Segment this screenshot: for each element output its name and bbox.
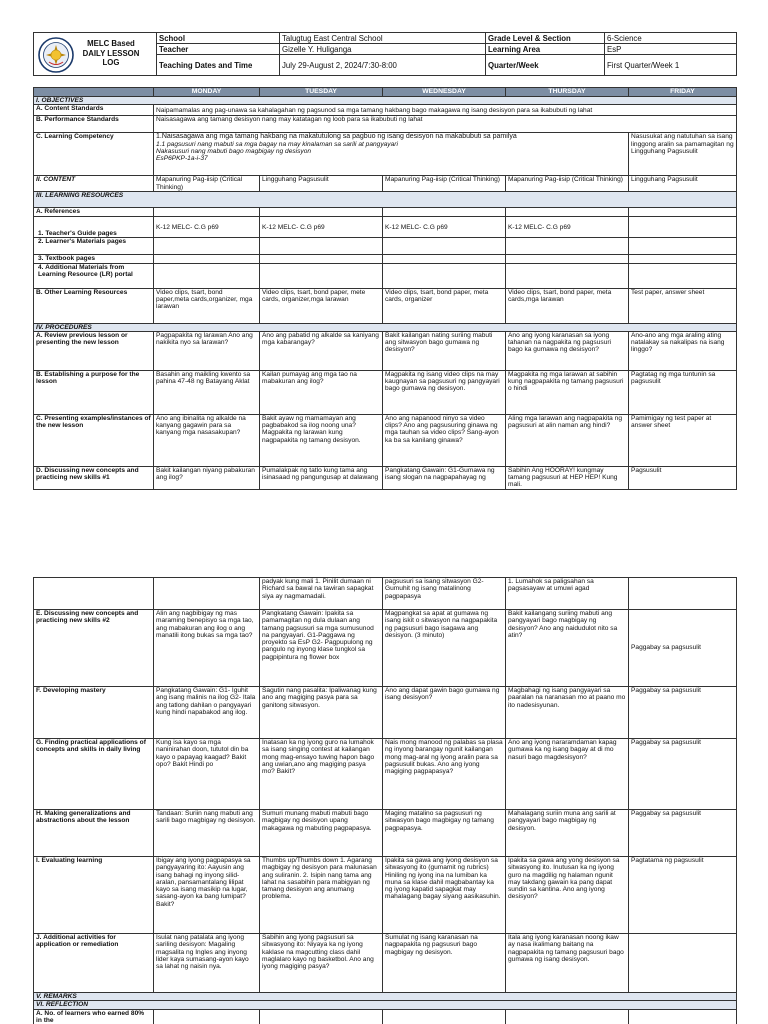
teacher-value: Gizelle Y. Huliganga bbox=[280, 44, 486, 55]
proc-h-monday: Tandaan: Suriin nang mabuti ang sarili bago magbigay ng desisyon. bbox=[154, 810, 260, 857]
lesson-log-page-1 bbox=[0, 0, 768, 497]
proc-d-monday: Bakit kailangan niyang pabakuran ang ilog? bbox=[154, 466, 260, 489]
quarter-label: Quarter/Week bbox=[486, 55, 605, 76]
proc-g-tuesday: Inatasan ka ng iyong guro na lumahok sa isang singing contest at kailangan mong mag-ensayo tuwing hapon bago ang uwian,ano ang magiging pasya mo? Bakit? bbox=[260, 739, 383, 810]
proc-g-monday: Kung isa kayo sa mga naninirahan doon, tututol din ba kayo o papayag kaagad? Bakit opo? Bakit Hindi po bbox=[154, 739, 260, 810]
tg-friday bbox=[629, 217, 737, 238]
proc-b-friday: Pagtatag ng mga tuntunin sa pagsusulit bbox=[629, 370, 737, 414]
proc-a-friday: Ano-ano ang mga araling ating natalakay sa nakalipas na isang linggo? bbox=[629, 331, 737, 370]
reflection-a-label: A. No. of learners who earned 80% in the bbox=[34, 1009, 154, 1024]
other-tuesday: Video clips, tsart, bond paper, mete cards, organizer,mga larawan bbox=[260, 288, 383, 323]
teachers-guide-label: 1. Teacher's Guide pages bbox=[34, 217, 154, 238]
proc-b-wednesday: Magpakita ng isang video clips na may kaugnayan sa pagsusuri ng pangyayari bago gumawa ng desisyon. bbox=[383, 370, 506, 414]
proc-f-thursday: Magbahagi ng isang pangyayari sa paaralan na naranasan mo at paano mo ito nadesisyunan. bbox=[506, 687, 629, 739]
learners-materials-label: 2. Learner's Materials pages bbox=[34, 238, 154, 255]
day-head-monday: MONDAY bbox=[154, 88, 260, 97]
proc-f-tuesday: Sagutin nang pasalita: Ipaliwanag kung ano ang magiging pasya para sa ganitong sitwasyon. bbox=[260, 687, 383, 739]
references-label: A. References bbox=[34, 208, 154, 217]
proc-h-tuesday: Sumuri munang mabuti mabuti bago magbigay ng desisyon upang makagawa ng mabuting pagpapasya. bbox=[260, 810, 383, 857]
proc-i-label: I. Evaluating learning bbox=[34, 857, 154, 934]
proc-c-monday: Ano ang ibinalita ng alkalde na kanyang gagawin para sa kanyang mga nasasakupan? bbox=[154, 414, 260, 466]
proc-d2-friday bbox=[629, 578, 737, 610]
remarks-heading: V. REMARKS bbox=[34, 993, 737, 1001]
other-monday: Video clips, tsart, bond paper,meta cards,organizer, mga larawan bbox=[154, 288, 260, 323]
proc-e-wednesday: Magpangkat sa apat at gumawa ng isang iskit o sitwasyon na nagpapakita ng pagsusuri bago isagawa ang desisyon. (3 minuto) bbox=[383, 610, 506, 687]
content-standards-value: Naipamamalas ang pag-unawa sa kahalagahan ng pagsunod sa mga tamang hakbang bago makagawa ng isang desisyon para sa ikabubuti ng lahat bbox=[154, 105, 737, 116]
proc-d-tuesday: Pumalakpak ng tatlo kung tama ang isinasaad ng pangungusap at dalawang bbox=[260, 466, 383, 489]
proc-h-label: H. Making generalizations and abstractions about the lesson bbox=[34, 810, 154, 857]
proc-b-tuesday: Kailan pumayag ang mga tao na mabakuran ang ilog? bbox=[260, 370, 383, 414]
procedures-heading: IV. PROCEDURES bbox=[34, 323, 737, 331]
proc-a-monday: Pagpapakita ng larawan Ano ang nakikita nyo sa larawan? bbox=[154, 331, 260, 370]
proc-d-label: D. Discussing new concepts and practicing new skills #1 bbox=[34, 466, 154, 489]
tg-wednesday: K-12 MELC- C.G p69 bbox=[383, 217, 506, 238]
reflection-heading: VI. REFLECTION bbox=[34, 1001, 737, 1009]
proc-a-thursday: Ano ang iyong karanasan sa iyong tahanan na nagpakita ng pagsusuri bago ka gumawa ng desisyon? bbox=[506, 331, 629, 370]
proc-c-tuesday: Bakit ayaw ng mamamayan ang pagbabakod sa ilog noong una? Magpakita ng larawan kung nagpapakita ng tamang desisyon. bbox=[260, 414, 383, 466]
learning-competency-friday: Nasusukat ang natutuhan sa isang linggong aralin sa pamamagitan ng Lingguhang Pagsusulit bbox=[629, 133, 737, 176]
content-thursday: Mapanuring Pag-iisip (Critical Thinking) bbox=[506, 176, 629, 192]
proc-j-thursday: Itala ang iyong karanasan noong ikaw ay nasa ikalimang baitang na nagpapakita ng tamang pagsusuri bago gumawa ng isang desisyon. bbox=[506, 934, 629, 993]
grade-value: 6-Science bbox=[605, 33, 737, 44]
proc-i-tuesday: Thumbs up/Thumbs down 1. Agarang magbigay ng desisyon para malunasan ang suliranin. 2. Isipin nang tama ang lahat na sasabihin para mabigyan ng tamang desisyon ang anumang problema. bbox=[260, 857, 383, 934]
proc-e-label: E. Discussing new concepts and practicing new skills #2 bbox=[34, 610, 154, 687]
proc-d2-monday bbox=[154, 578, 260, 610]
content-wednesday: Mapanuring Pag-iisip (Critical Thinking) bbox=[383, 176, 506, 192]
proc-j-wednesday: Sumulat ng isang karanasan na nagpapakita ng pagsusuri bago magbigay ng desisyon. bbox=[383, 934, 506, 993]
deped-seal-icon bbox=[38, 37, 74, 73]
proc-d2-thursday: 1. Lumahok sa paligsahan sa pagsasayaw at umuwi agad bbox=[506, 578, 629, 610]
logo-cell bbox=[34, 33, 157, 76]
proc-g-label: G. Finding practical applications of concepts and skills in daily living bbox=[34, 739, 154, 810]
proc-j-monday: Isulat nang patalata ang iyong sariling desisyon: Magaling magsalita ng Ingles ang inyong lider kaya sumasang-ayon kayo sa lahat ng naisin nya. bbox=[154, 934, 260, 993]
additional-materials-label: 4. Additional Materials from Learning Resource (LR) portal bbox=[34, 263, 154, 288]
proc-c-friday: Pamimigay ng test paper at answer sheet bbox=[629, 414, 737, 466]
proc-b-thursday: Magpakita ng mga larawan at sabihin kung nagpapakita ng tamang pagsusuri o hindi bbox=[506, 370, 629, 414]
dates-value: July 29-August 2, 2024/7:30-8:00 bbox=[280, 55, 486, 76]
proc-g-thursday: Ano ang iyong nararamdaman kapag gumawa ka ng isang bagay at di mo nasuri bago magdesisyon? bbox=[506, 739, 629, 810]
proc-a-label: A. Review previous lesson or presenting the new lesson bbox=[34, 331, 154, 370]
proc-a-tuesday: Ano ang pabatid ng alkalde sa kaniyang mga kabarangay? bbox=[260, 331, 383, 370]
header-table bbox=[33, 32, 737, 76]
proc-d-thursday: Sabihin Ang HOORAY! kungmay tamang pagsusuri at HEP HEP! Kung mali. bbox=[506, 466, 629, 489]
performance-standards-value: Naisasagawa ang tamang desisyon nang may katatagan ng loob para sa ikabubuti ng lahat bbox=[154, 116, 737, 133]
proc-i-friday: Pagtatama ng pagsusulit bbox=[629, 857, 737, 934]
content-standards-label: A. Content Standards bbox=[34, 105, 154, 116]
other-friday: Test paper, answer sheet bbox=[629, 288, 737, 323]
proc-g-wednesday: Nais mong manood ng palabas sa plasa ng inyong barangay ngunit kailangan mong mag-aral ng iyong aralin para sa pagsusulit bukas. Ano ang iyong magiging pagpapasya? bbox=[383, 739, 506, 810]
content-label: II. CONTENT bbox=[34, 176, 154, 192]
learning-competency-value bbox=[154, 133, 629, 176]
tg-thursday: K-12 MELC- C.G p69 bbox=[506, 217, 629, 238]
competency-code: EsP6PKP-1a-i-37 bbox=[156, 155, 208, 163]
learning-resources-heading: III. LEARNING RESOURCES bbox=[34, 192, 737, 208]
proc-c-wednesday: Ano ang napanood ninyo sa video clips? Ano ang pagsusuring ginawa ng mga tauhan sa video clips? Sang-ayon ka ba sa kanilang ginawa? bbox=[383, 414, 506, 466]
other-wednesday: Video clips, tsart, bond paper, meta cards, organizer bbox=[383, 288, 506, 323]
teacher-label: Teacher bbox=[157, 44, 280, 55]
lesson-grid-page-2 bbox=[33, 577, 737, 1024]
tg-tuesday: K-12 MELC- C.G p69 bbox=[260, 217, 383, 238]
proc-e-thursday: Bakit kailangang suriing mabuti ang pangyayari bago magbigay ng desisyon? Ano ang naidudulot nito sa atin? bbox=[506, 610, 629, 687]
tg-monday: K-12 MELC- C.G p69 bbox=[154, 217, 260, 238]
school-label: School bbox=[157, 33, 280, 44]
day-head-friday: FRIDAY bbox=[629, 88, 737, 97]
quarter-value: First Quarter/Week 1 bbox=[605, 55, 737, 76]
proc-f-monday: Pangkatang Gawain: G1- Iguhit ang isang malinis na ilog G2- Itala ang tatlong dahilan o pangyayari kung hindi napabakod ang ilog. bbox=[154, 687, 260, 739]
proc-f-wednesday: Ano ang dapat gawin bago gumawa ng isang desisyon? bbox=[383, 687, 506, 739]
day-head-blank bbox=[34, 88, 154, 97]
proc-h-wednesday: Maging matalino sa pagsusuri ng sitwasyon bago magbigay ng tamang pagpapasya. bbox=[383, 810, 506, 857]
proc-e-monday: Alin ang nagbibigay ng mas maraming benepisyo sa mga tao, ang mabakuran ang ilog o ang manatili itong bukas sa mga tao? bbox=[154, 610, 260, 687]
proc-i-thursday: Ipakita sa gawa ang yong desisyon sa sitwasyong ito. Inutusan ka ng iyong guro na magdilig ng halaman ngunit may takdang gawain ka pang dapat sundin sa kantina. Ano ang iyong desisyon? bbox=[506, 857, 629, 934]
proc-j-friday bbox=[629, 934, 737, 993]
proc-f-friday: Paggabay sa pagsusulit bbox=[629, 687, 737, 739]
dates-label: Teaching Dates and Time bbox=[157, 55, 280, 76]
competency-sub2: Nakasusuri nang mabuti bago magbigay ng desisyon bbox=[156, 148, 312, 156]
lesson-log-title: MELC Based DAILY LESSON LOG bbox=[82, 39, 140, 67]
proc-a-wednesday: Bakit kailangan nating suriing mabuti ang sitwasyon bago gumawa ng desisyon? bbox=[383, 331, 506, 370]
proc-e-friday: Paggabay sa pagsusulit bbox=[629, 610, 737, 687]
proc-c-thursday: Aling mga larawan ang nagpapakita ng pagsusuri at alin naman ang hindi? bbox=[506, 414, 629, 466]
area-value: EsP bbox=[605, 44, 737, 55]
learning-competency-label: C. Learning Competency bbox=[34, 133, 154, 176]
proc-c-label: C. Presenting examples/instances of the new lesson bbox=[34, 414, 154, 466]
grade-label: Grade Level & Section bbox=[486, 33, 605, 44]
proc-i-monday: Ibigay ang iyong pagpapasya sa pangyayaring ito: Aayusin ang isang bahagi ng inyong silid-aralan, pansamantalang lilipat kayo sa isang masikip na lugar, sasang-ayon ka bang lumipat? Bakit? bbox=[154, 857, 260, 934]
area-label: Learning Area bbox=[486, 44, 605, 55]
proc-j-label: J. Additional activities for application or remediation bbox=[34, 934, 154, 993]
proc-d-friday: Pagsusulit bbox=[629, 466, 737, 489]
performance-standards-label: B. Performance Standards bbox=[34, 116, 154, 133]
lesson-grid-page-1 bbox=[33, 87, 737, 490]
objectives-heading: I. OBJECTIVES bbox=[34, 97, 737, 105]
content-tuesday: Lingguhang Pagsusulit bbox=[260, 176, 383, 192]
competency-main: 1.Naisasagawa ang mga tamang hakbang na makatutulong sa pagbuo ng isang desisyon na makabubuti sa pamilya bbox=[156, 133, 517, 141]
page-gap bbox=[0, 497, 768, 577]
proc-d2-tuesday: padyak kung mali 1. Pinilit dumaan ni Richard sa bawal na tawiran sapagkat siya ay nagmamadali. bbox=[260, 578, 383, 610]
proc-j-tuesday: Sabihin ang iyong pagsusuri sa sitwasyong ito: Niyaya ka ng iyong kaklase na magcutting class dahil maglalaro kayo ng basketbol. Ano ang iyong magiging pasya? bbox=[260, 934, 383, 993]
lesson-log-page-2 bbox=[0, 577, 768, 1024]
proc-h-thursday: Mahalagang suriin muna ang sarili at pangyayari bago magbigay ng desisyon. bbox=[506, 810, 629, 857]
day-head-wednesday: WEDNESDAY bbox=[383, 88, 506, 97]
proc-b-monday: Basahin ang maikling kwento sa pahina 47-48 ng Batayang Aklat bbox=[154, 370, 260, 414]
competency-sub1: 1.1 pagsusuri nang mabuti sa mga bagay na may kinalaman sa sarili at pangyayari bbox=[156, 140, 398, 148]
day-head-tuesday: TUESDAY bbox=[260, 88, 383, 97]
proc-e-tuesday: Pangkatang Gawain: Ipakita sa pamamagitan ng dula dulaan ang tamang pagsusuri sa mga sumusunod na pangyayari. G1-Paggawa ng proyekto sa EsP G2- Pagpupulong ng pangulo ng inyong klase tungkol sa pagpipintura ng flower box bbox=[260, 610, 383, 687]
proc-h-friday: Paggabay sa pagsusulit bbox=[629, 810, 737, 857]
day-head-thursday: THURSDAY bbox=[506, 88, 629, 97]
proc-b-label: B. Establishing a purpose for the lesson bbox=[34, 370, 154, 414]
proc-f-label: F. Developing mastery bbox=[34, 687, 154, 739]
other-thursday: Video clips, tsart, bond paper, meta cards,mga larawan bbox=[506, 288, 629, 323]
school-value: Talugtug East Central School bbox=[280, 33, 486, 44]
other-resources-label: B. Other Learning Resources bbox=[34, 288, 154, 323]
content-monday: Mapanuring Pag-iisip (Critical Thinking) bbox=[154, 176, 260, 192]
textbook-pages-label: 3. Textbook pages bbox=[34, 255, 154, 263]
proc-d-wednesday: Pangkatang Gawain: G1-Gumawa ng isang slogan na nagpapahayag ng bbox=[383, 466, 506, 489]
proc-i-wednesday: Ipakita sa gawa ang iyong desisyon sa sitwasyong ito (gumamit ng rubrics) Hiniling ng iyong ina na lumiban ka muna sa klase dahil magbabantay ka ng iyong kapatid sapagkat may mahalagang bagay siyang aasikasuhin. bbox=[383, 857, 506, 934]
proc-d2-wednesday: pagsusuri sa isang sitwasyon G2- Gumuhit ng isang matalinong pagpapasya bbox=[383, 578, 506, 610]
proc-g-friday: Paggabay sa pagsusulit bbox=[629, 739, 737, 810]
content-friday: Lingguhang Pagsusulit bbox=[629, 176, 737, 192]
